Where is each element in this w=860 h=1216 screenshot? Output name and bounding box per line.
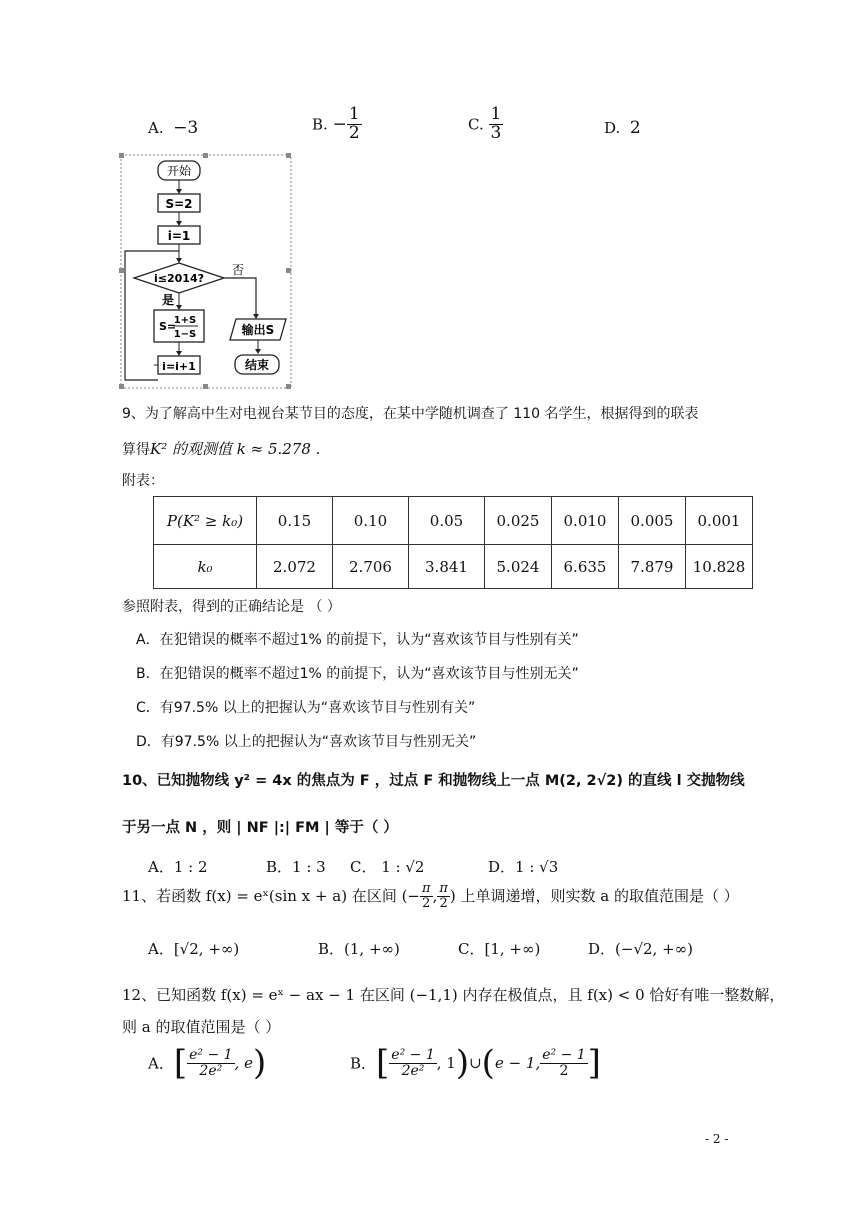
q9-line2: 算得K² 的观测值 k ≈ 5.278 .: [122, 440, 321, 458]
flow-s-init-text: S=2: [165, 197, 193, 211]
table-cell: 0.15: [257, 497, 333, 545]
q10-line2: 于另一点 N ，则 | NF |:| FM | 等于（ ）: [122, 820, 398, 836]
table-row: [154, 545, 753, 589]
table-cell: 6.635: [552, 545, 619, 589]
frame-handle: [203, 153, 208, 158]
frame-handle: [286, 384, 291, 389]
table-cell: 2.072: [257, 545, 333, 589]
q9-line1: 9、为了解高中生对电视台某节目的态度，在某中学随机调查了 110 名学生，根据得到的联表: [122, 406, 699, 422]
table-cell: 0.005: [619, 497, 686, 545]
flow-no-label: 否: [232, 263, 245, 277]
flow-s-update-left: S=: [159, 320, 177, 333]
table-row: [154, 497, 753, 545]
flow-i-update-text: i=i+1: [162, 360, 196, 373]
flow-output-text: 输出S: [241, 323, 275, 337]
flow-s-update-den: 1−S: [173, 329, 197, 340]
table-cell: 0.001: [686, 497, 753, 545]
table-cell: 7.879: [619, 545, 686, 589]
q12-line1: 12、已知函数 f(x) = eˣ − ax − 1 在区间 (−1,1) 内存在极值点，且 f(x) < 0 恰好有唯一整数解，: [122, 986, 785, 1004]
q10-line1: 10、已知抛物线 y² = 4x 的焦点为 F ，过点 F 和抛物线上一点 M(2, 2√2) 的直线 l 交抛物线: [122, 773, 745, 789]
q10-option-a: A．1 : 2: [148, 858, 208, 876]
q9-option-a: A．在犯错误的概率不超过1% 的前提下，认为“喜欢该节目与性别有关”: [136, 632, 579, 648]
q9-option-c: C．有97.5% 以上的把握认为“喜欢该节目与性别有关”: [136, 700, 476, 716]
q11-option-d: D．(−√2, +∞): [588, 940, 694, 958]
table-cell: 5.024: [485, 545, 552, 589]
q11-option-c: C．[1, +∞): [458, 940, 541, 958]
q9-attach-label: 附表：: [122, 473, 164, 489]
q9-option-d: D．有97.5% 以上的把握认为“喜欢该节目与性别无关”: [136, 734, 477, 750]
table-cell: 0.10: [333, 497, 409, 545]
frame-handle: [203, 384, 208, 389]
table-head-k: k₀: [154, 545, 257, 589]
q12-option-b: B．[ $\frac{\text{e² − 1}}{\text{2e²}}$ , 1)∪(e − 1, $\frac{\text{e² − 1}}{2}$ ]: [350, 1043, 601, 1083]
page-number: - 2 -: [705, 1132, 729, 1146]
table-head-p: P(K² ≥ k₀): [154, 497, 257, 545]
frame-handle: [286, 268, 291, 273]
frame-handle: [119, 153, 124, 158]
q8-option-d: D. 2: [604, 118, 641, 138]
flow-end-text: 结束: [244, 358, 270, 372]
reference-table: [153, 496, 753, 589]
flow-i-init-text: i=1: [167, 229, 191, 243]
q11-option-b: B．(1, +∞): [318, 940, 400, 958]
flow-decision-text: i≤2014?: [154, 272, 204, 285]
q12-option-a: A．[ $\frac{\text{e² − 1}}{\text{2e²}}$ , e): [148, 1043, 267, 1083]
frame-handle: [286, 153, 291, 158]
q12-line2: 则 a 的取值范围是（ ）: [122, 1018, 281, 1036]
q9-option-b: B．在犯错误的概率不超过1% 的前提下，认为“喜欢该节目与性别无关”: [136, 666, 579, 682]
frame-handle: [119, 384, 124, 389]
q8-option-b: B. − $\frac{1}{2}$: [312, 104, 360, 143]
table-cell: 0.05: [409, 497, 485, 545]
table-cell: 0.025: [485, 497, 552, 545]
q8-option-c: C. $\frac{1}{3}$: [468, 104, 502, 143]
flowchart: [118, 152, 296, 392]
flow-s-update-num: 1+S: [173, 315, 197, 326]
table-cell: 2.706: [333, 545, 409, 589]
q10-option-d: D．1 : √3: [488, 858, 559, 876]
q10-option-b: B．1 : 3: [266, 858, 326, 876]
q8-option-a: A. −3: [148, 118, 199, 138]
flow-yes-label: 是: [162, 293, 175, 307]
flow-start-text: 开始: [166, 164, 192, 178]
table-cell: 0.010: [552, 497, 619, 545]
table-cell: 10.828: [686, 545, 753, 589]
frame-handle: [119, 268, 124, 273]
table-cell: 3.841: [409, 545, 485, 589]
q11-line1: 11、若函数 f(x) = eˣ(sin x + a) 在区间 (− $\frac{\pi}{2}$ , $\frac{\pi}{2}$ ) 上单调递增，则实数 a 的取值范围是（ ）: [122, 881, 739, 911]
q11-option-a: A．[√2, +∞): [148, 940, 240, 958]
q10-option-c: C． 1 : √2: [350, 858, 425, 876]
q9-prompt: 参照附表，得到的正确结论是 （ ）: [122, 599, 341, 615]
